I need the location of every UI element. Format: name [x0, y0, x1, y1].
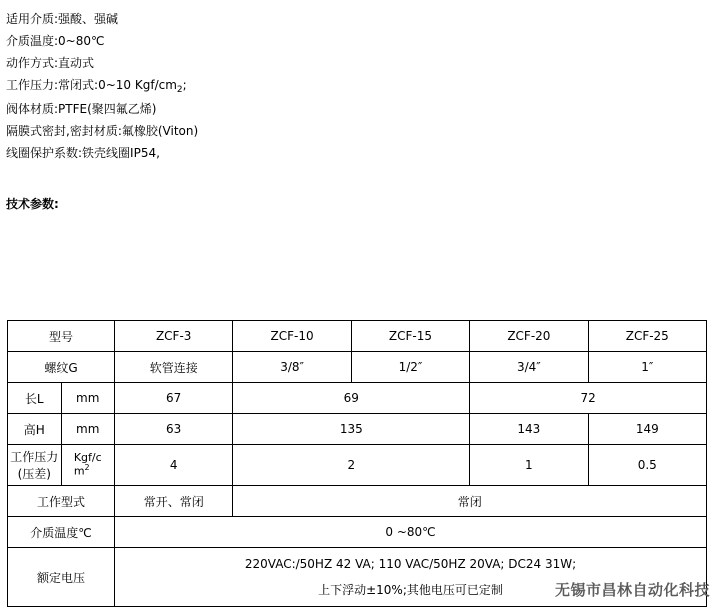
- cell-thread-zcf15: 1/2″: [351, 352, 469, 383]
- table-row-thread: [8, 352, 707, 383]
- cell-pressure-zcf20: 1: [470, 445, 588, 486]
- row-label-working-pressure: 工作压力(压差): [8, 445, 62, 486]
- company-watermark: 无锡市昌林自动化科技: [554, 581, 710, 599]
- table-row-height: [8, 414, 707, 445]
- cell-height-zcf25: 149: [588, 414, 706, 445]
- table-row-model: [8, 321, 707, 352]
- cell-height-zcf20: 143: [470, 414, 588, 445]
- row-unit-length: mm: [61, 383, 115, 414]
- cell-model-zcf10: ZCF-10: [233, 321, 351, 352]
- unit-fraction: Kgf/c $m^2$: [73, 451, 102, 478]
- cell-thread-zcf3: 软管连接: [115, 352, 233, 383]
- row-unit-working-pressure: [61, 445, 115, 486]
- row-label-thread: 螺纹G: [8, 352, 115, 383]
- cell-model-zcf20: ZCF-20: [470, 321, 588, 352]
- row-label-working-type: 工作型式: [8, 486, 115, 517]
- table-row-length: [8, 383, 707, 414]
- spec-line-action-mode: 动作方式:直动式: [6, 56, 95, 70]
- row-label-height: 高H: [8, 414, 62, 445]
- cell-working-type-zcf3: 常开、常闭: [115, 486, 233, 517]
- cell-pressure-zcf25: 0.5: [588, 445, 706, 486]
- voltage-line-tolerance: 上下浮动±10%;其他电压可已定制: [318, 583, 503, 597]
- cell-height-zcf10-15: 135: [233, 414, 470, 445]
- table-row-working-pressure: [8, 445, 707, 486]
- section-title-technical-parameters: 技术参数:: [6, 197, 59, 211]
- cell-model-zcf25: ZCF-25: [588, 321, 706, 352]
- row-unit-height: mm: [61, 414, 115, 445]
- cell-length-zcf20-25: 72: [470, 383, 707, 414]
- cell-thread-zcf20: 3/4″: [470, 352, 588, 383]
- cell-thread-zcf25: 1″: [588, 352, 706, 383]
- cell-working-type-rest: 常闭: [233, 486, 707, 517]
- cell-pressure-zcf10-15: 2: [233, 445, 470, 486]
- spec-line-medium-temperature: 介质温度:0~80℃: [6, 34, 105, 48]
- row-label-model: 型号: [8, 321, 115, 352]
- table-row-working-type: [8, 486, 707, 517]
- cell-thread-zcf10: 3/8″: [233, 352, 351, 383]
- cell-model-zcf3: ZCF-3: [115, 321, 233, 352]
- spec-line-body-material: 阀体材质:PTFE(聚四氟乙烯): [6, 102, 157, 116]
- spec-line-coil-protection: 线圈保护系数:铁壳线圈IP54,: [6, 146, 160, 160]
- spec-line-seal-material: 隔膜式密封,密封材质:氟橡胶(Viton): [6, 124, 199, 138]
- spec-line-working-pressure: 工作压力:常闭式:0~10 Kgf/$cm_2$;: [6, 78, 187, 95]
- specifications-list: [0, 0, 716, 164]
- row-label-medium-temperature: 介质温度℃: [8, 517, 115, 548]
- cell-length-zcf10-15: 69: [233, 383, 470, 414]
- cell-pressure-zcf3: 4: [115, 445, 233, 486]
- cell-model-zcf15: ZCF-15: [351, 321, 469, 352]
- table-row-medium-temperature: [8, 517, 707, 548]
- cell-height-zcf3: 63: [115, 414, 233, 445]
- row-label-length: 长L: [8, 383, 62, 414]
- spec-line-medium: 适用介质:强酸、强碱: [6, 12, 119, 26]
- voltage-line-primary: 220VAC:/50HZ 42 VA; 110 VAC/50HZ 20VA; DC24 31W;: [244, 557, 577, 571]
- cell-medium-temperature: 0 ~80℃: [115, 517, 707, 548]
- technical-parameters-table: [7, 320, 707, 607]
- cell-length-zcf3: 67: [115, 383, 233, 414]
- row-label-rated-voltage: 额定电压: [8, 548, 115, 607]
